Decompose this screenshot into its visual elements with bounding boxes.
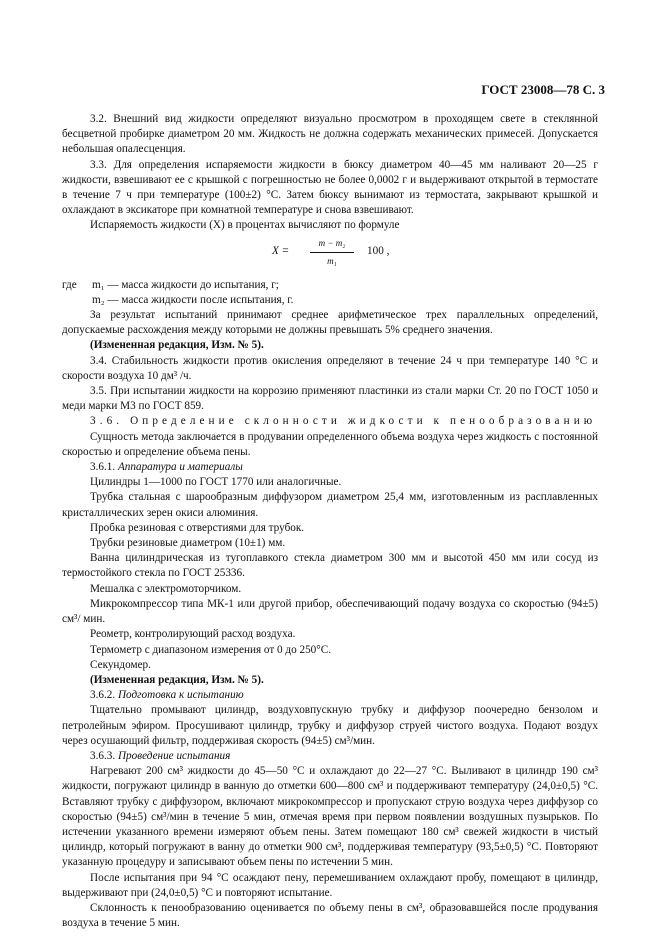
paragraph-3-6-essence: Сущность метода заключается в продувании определенного объема воздуха через жидкость с постоянной скоростью и определение объема пены. [62, 430, 598, 458]
page-body [62, 112, 598, 931]
subsection-3-6-3-heading [62, 749, 598, 764]
formula-numerator: m − m₂ [310, 236, 354, 253]
where-label: где [62, 278, 77, 291]
subsection-title: Подготовка к испытанию [117, 689, 244, 702]
paragraph-3-6-2: Тщательно промывают цилиндр, воздуховпускную трубку и диффузор поочередно бензолом и петролейным эфиром. Просушивают цилиндр, трубку и диффузор струей чистого воздуха. Подают воздух через осушающий фильтр, поддерживая скорость (94±5) см³/мин. [62, 704, 598, 747]
paragraph-3-6-3-evaluation: Склонность к пенообразованию оценивается по объему пены в см³, образовавшейся после продувания воздуха в течение 5 мин. [62, 901, 598, 930]
list-item: Мешалка с электромоторчиком. [90, 582, 242, 595]
subsection-title: Проведение испытания [117, 749, 231, 762]
subsection-3-6-1-heading [62, 460, 598, 475]
paragraph-3-4: 3.4. Стабильность жидкости против окисления определяют в течение 24 ч при температуре 140 °С и скорости воздуха 10 дм³ /ч. [62, 354, 598, 382]
list-item: Трубка стальная с шарообразным диффузором диаметром 25,4 мм, изготовленным из расплавленных кристаллических зерен окиси алюминия. [62, 491, 598, 519]
list-item: Секундомер. [90, 658, 151, 671]
subsection-number: 3.6.2. [90, 689, 116, 702]
paragraph-3-6-3-repeat: После испытания при 94 °С осаждают пену, перемешиванием охлаждают пробу, помещают в цилиндр, выдерживают при (24,0±0,5) °С и повторяют испытание. [62, 871, 598, 899]
variable-definitions [62, 278, 598, 308]
definition-m1: m₁ — масса жидкости до испытания, г; [92, 278, 279, 291]
formula-rhs: 100 , [367, 244, 390, 257]
formula-fraction [310, 236, 354, 269]
page-header: ГОСТ 23008—78 С. 3 [481, 82, 605, 97]
paragraph-3-3-result: За результат испытаний принимают среднее арифметическое трех параллельных определений, допускаемые расхождения между которыми не должны превышать 5% среднего значения. [62, 309, 598, 337]
list-item: Трубки резиновые диаметром (10±1) мм. [90, 537, 286, 550]
subsection-number: 3.6.1. [90, 461, 116, 474]
evaporation-formula [62, 236, 598, 272]
paragraph-3-5: 3.5. При испытании жидкости на коррозию применяют пластинки из стали марки Ст. 20 по ГОСТ 1050 и меди марки М3 по ГОСТ 859. [62, 385, 598, 413]
edit-note-2: (Измененная редакция, Изм. № 5). [90, 673, 264, 686]
subsection-title: Аппаратура и материалы [117, 461, 243, 474]
formula-denominator: m₁ [327, 255, 337, 266]
paragraph-3-3: 3.3. Для определения испаряемости жидкости в бюксу диаметром 40—45 мм наливают 20—25 г жидкости, взвешивают ее с крышкой с погрешностью не более 0,0002 г и выдерживают открытой в термостате в течение 7 ч при температуре (100±2) °С. Затем бюксу вынимают из термостата, закрывают крышкой и охлаждают в эксикаторе при комнатной температуре и снова взвешивают. [62, 158, 598, 217]
definition-m2: m₂ — масса жидкости после испытания, г. [92, 293, 294, 306]
subsection-3-6-2-heading [62, 688, 598, 703]
paragraph-3-6-3-procedure: Нагревают 200 см³ жидкости до 45—50 °С и охлаждают до 22—27 °С. Выливают в цилиндр 190 см³ жидкости, погружают цилиндр в ванную до отметки 600—800 см³ и поддерживают температуру (24,0±0,5) °С. Вставляют трубку с диффузором, включают микрокомпрессор и пропускают струю воздуха через диффузор со скоростью (94±5) см³/мин в течение 5 мин, отмечая время при первом появлении воздушных пузырьков. По истечении указанного времени измеряют объем пены. Затем помещают 180 см³ свежей жидкости в чистый цилиндр, который погружают в ванну до отметки 900 см³, поддерживая температуру (93,5±0,5) °С. Повторяют указанную процедуру и записывают объем пены по истечении 5 мин. [62, 765, 598, 869]
list-item: Микрокомпрессор типа МК-1 или другой прибор, обеспечивающий подачу воздуха со скоростью (94±5) см³/ мин. [62, 597, 598, 626]
edit-note-1: (Измененная редакция, Изм. № 5). [90, 339, 264, 352]
subsection-number: 3.6.3. [90, 749, 116, 762]
formula-lhs: X = [272, 244, 290, 257]
section-3-6-heading: 3.6. Определение склонности жидкости к пенообразованию [90, 415, 597, 428]
list-item: Термометр с диапазоном измерения от 0 до 250°С. [90, 643, 332, 656]
list-item: Пробка резиновая с отверстиями для трубок. [90, 521, 305, 534]
list-item: Реометр, контролирующий расход воздуха. [90, 628, 296, 641]
formula-intro: Испаряемость жидкости (X) в процентах вычисляют по формуле [90, 219, 400, 232]
paragraph-3-2: 3.2. Внешний вид жидкости определяют визуально просмотром в проходящем свете в стеклянной бесцветной пробирке диаметром 20 мм. Жидкость не должна содержать механических примесей. Допускается небольшая опалесценция. [62, 113, 598, 156]
list-item: Цилиндры 1—1000 по ГОСТ 1770 или аналогичные. [90, 476, 342, 489]
list-item: Ванна цилиндрическая из тугоплавкого стекла диаметром 300 мм и высотой 450 мм или сосуд из термостойкого стекла по ГОСТ 25336. [62, 552, 598, 580]
